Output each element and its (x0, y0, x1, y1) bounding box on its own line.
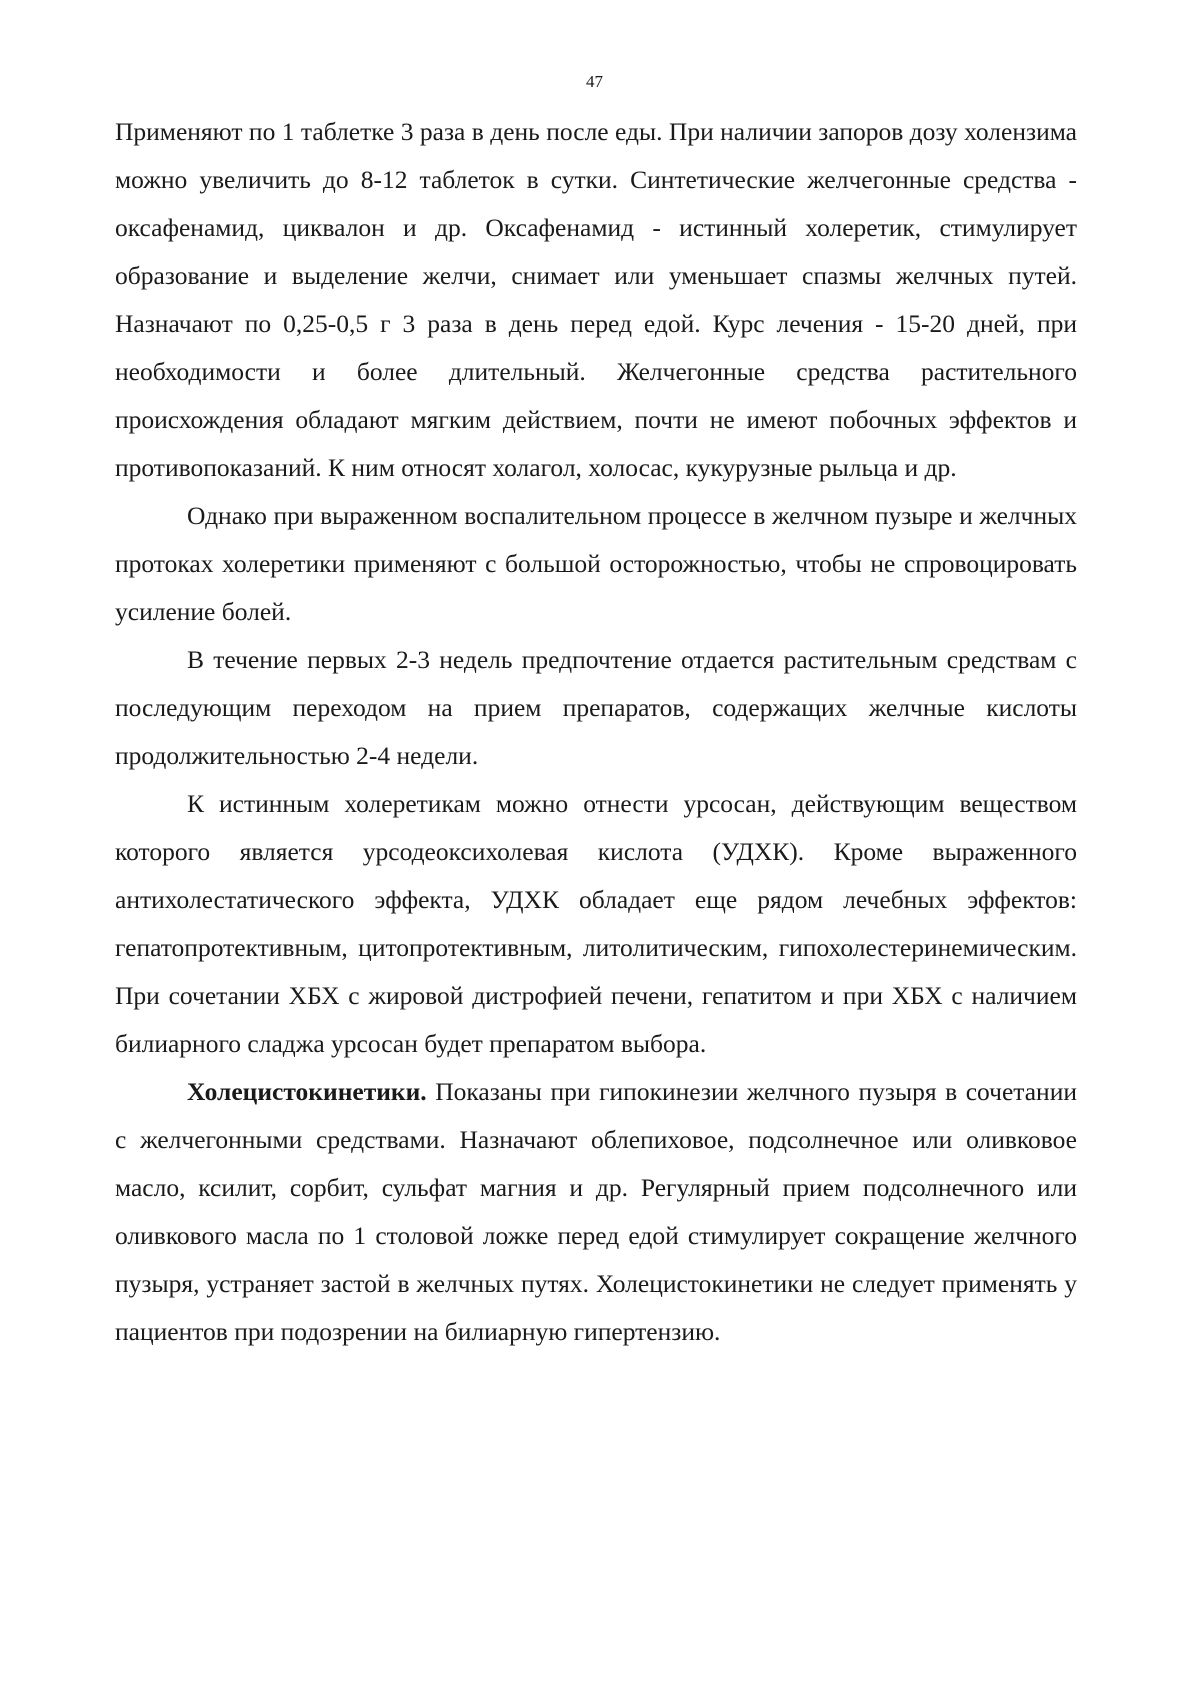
paragraph (115, 1068, 1077, 1356)
paragraph-text: Показаны при гипокинезии желчного пузыря в сочетании с желчегонными средствами. Назначают облепиховое, подсолнечное или оливковое масло, ксилит, сорбит, сульфат магния и др. Регулярный прием подсолнечного или оливкового масла по 1 столовой ложке перед едой стимулирует сокращение желчного пузыря, устраняет застой в желчных путях. Холецистокинетики не следует применять у пациентов при подозрении на билиарную гипертензию. (115, 1077, 1077, 1346)
paragraph (115, 636, 1077, 780)
paragraph (115, 780, 1077, 1068)
paragraph (115, 492, 1077, 636)
body-text (115, 108, 1077, 1356)
paragraph-lead-term: Холецистокинетики. (187, 1077, 427, 1106)
paragraph-text: В течение первых 2-3 недель предпочтение отдается растительным средствам с последующим переходом на прием препаратов, содержащих желчные кислоты продолжительностью 2-4 недели. (115, 645, 1077, 770)
paragraph-text: Применяют по 1 таблетке 3 раза в день после еды. При наличии запоров дозу холензима можно увеличить до 8-12 таблеток в сутки. Синтетические желчегонные средства - оксафенамид, циквалон и др. Оксафенамид - истинный холеретик, стимулирует образование и выделение желчи, снимает или уменьшает спазмы желчных путей. Назначают по 0,25-0,5 г 3 раза в день перед едой. Курс лечения - 15-20 дней, при необходимости и более длительный. Желчегонные средства растительного происхождения обладают мягким действием, почти не имеют побочных эффектов и противопоказаний. К ним относят холагол, холосас, кукурузные рыльца и др. (115, 117, 1077, 482)
page-number: 47 (586, 72, 603, 91)
paragraph (115, 108, 1077, 492)
paragraph-text: К истинным холеретикам можно отнести урсосан, действующим веществом которого является урсодеоксихолевая кислота (УДХК). Кроме выраженного антихолестатического эффекта, УДХК обладает еще рядом лечебных эффектов: гепатопротективным, цитопротективным, литолитическим, гипохолестеринемическим. При сочетании ХБХ с жировой дистрофией печени, гепатитом и при ХБХ с наличием билиарного сладжа урсосан будет препаратом выбора. (115, 789, 1077, 1058)
paragraph-text: Однако при выраженном воспалительном процессе в желчном пузыре и желчных протоках холеретики применяют с большой осторожностью, чтобы не спровоцировать усиление болей. (115, 501, 1077, 626)
